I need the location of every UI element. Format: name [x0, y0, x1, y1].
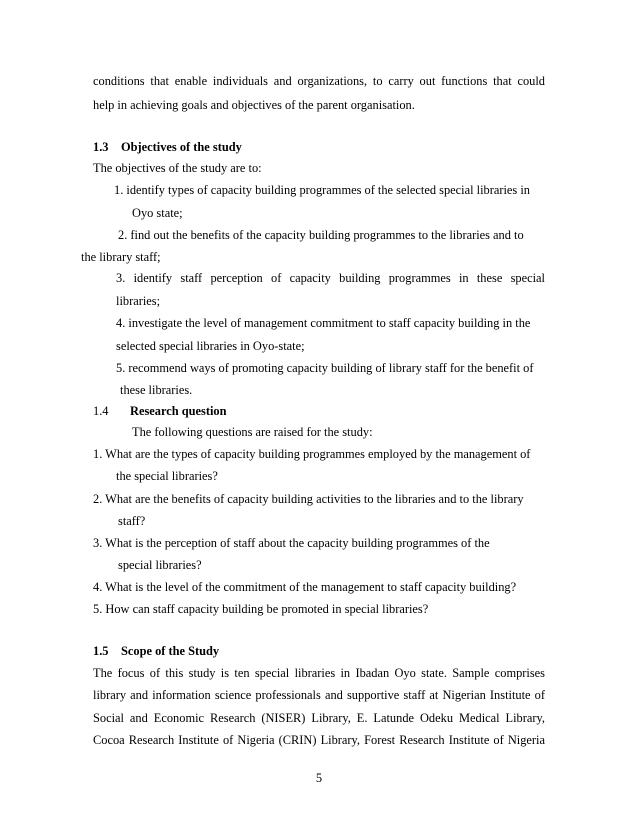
objective-1-line-1: 1. identify types of capacity building programmes of the selected special libraries in	[114, 183, 530, 197]
objectives-lead: The objectives of the study are to:	[93, 161, 262, 175]
research-lead: The following questions are raised for the study:	[132, 425, 373, 439]
objective-2-line-2: the library staff;	[81, 250, 161, 264]
question-3-line-2: special libraries?	[118, 558, 202, 572]
objective-4-line-2: selected special libraries in Oyo-state;	[116, 339, 305, 353]
question-2-line-1: 2. What are the benefits of capacity building activities to the libraries and to the library	[93, 492, 524, 506]
objective-3-line-1: 3. identify staff perception of capacity building programmes in these special	[116, 271, 545, 285]
section-number-1-4: 1.4	[93, 404, 109, 418]
objective-1-line-2: Oyo state;	[132, 206, 183, 220]
objective-5-line-1: 5. recommend ways of promoting capacity building of library staff for the benefit of	[116, 361, 534, 375]
question-5-line-1: 5. How can staff capacity building be promoted in special libraries?	[93, 602, 429, 616]
page-number: 5	[315, 771, 323, 785]
section-number-1-5: 1.5	[93, 644, 109, 658]
section-number-1-3: 1.3	[93, 140, 109, 154]
section-heading-objectives: Objectives of the study	[121, 140, 242, 154]
intro-line-1: conditions that enable individuals and organizations, to carry out functions that could	[93, 74, 545, 88]
question-1-line-2: the special libraries?	[116, 469, 218, 483]
objective-2-line-1: 2. find out the benefits of the capacity building programmes to the libraries and to	[118, 228, 524, 242]
question-3-line-1: 3. What is the perception of staff about the capacity building programmes of the	[93, 536, 490, 550]
question-2-line-2: staff?	[118, 514, 146, 528]
intro-line-2: help in achieving goals and objectives of the parent organisation.	[93, 98, 415, 112]
objective-4-line-1: 4. investigate the level of management commitment to staff capacity building in the	[116, 316, 531, 330]
section-heading-scope: Scope of the Study	[121, 644, 220, 658]
objective-3-line-2: libraries;	[116, 294, 161, 308]
objective-5-line-2: these libraries.	[120, 383, 193, 397]
scope-line-3: Social and Economic Research (NISER) Library, E. Latunde Odeku Medical Library,	[93, 711, 545, 725]
scope-line-4: Cocoa Research Institute of Nigeria (CRIN) Library, Forest Research Institute of Nigeria	[93, 733, 545, 747]
scope-line-2: library and information science professionals and supportive staff at Nigerian Institute of	[93, 688, 545, 702]
question-4-line-1: 4. What is the level of the commitment of the management to staff capacity building?	[93, 580, 517, 594]
section-heading-research: Research question	[130, 404, 227, 418]
question-1-line-1: 1. What are the types of capacity building programmes employed by the management of	[93, 447, 531, 461]
scope-line-1: The focus of this study is ten special libraries in Ibadan Oyo state. Sample comprises	[93, 666, 545, 680]
